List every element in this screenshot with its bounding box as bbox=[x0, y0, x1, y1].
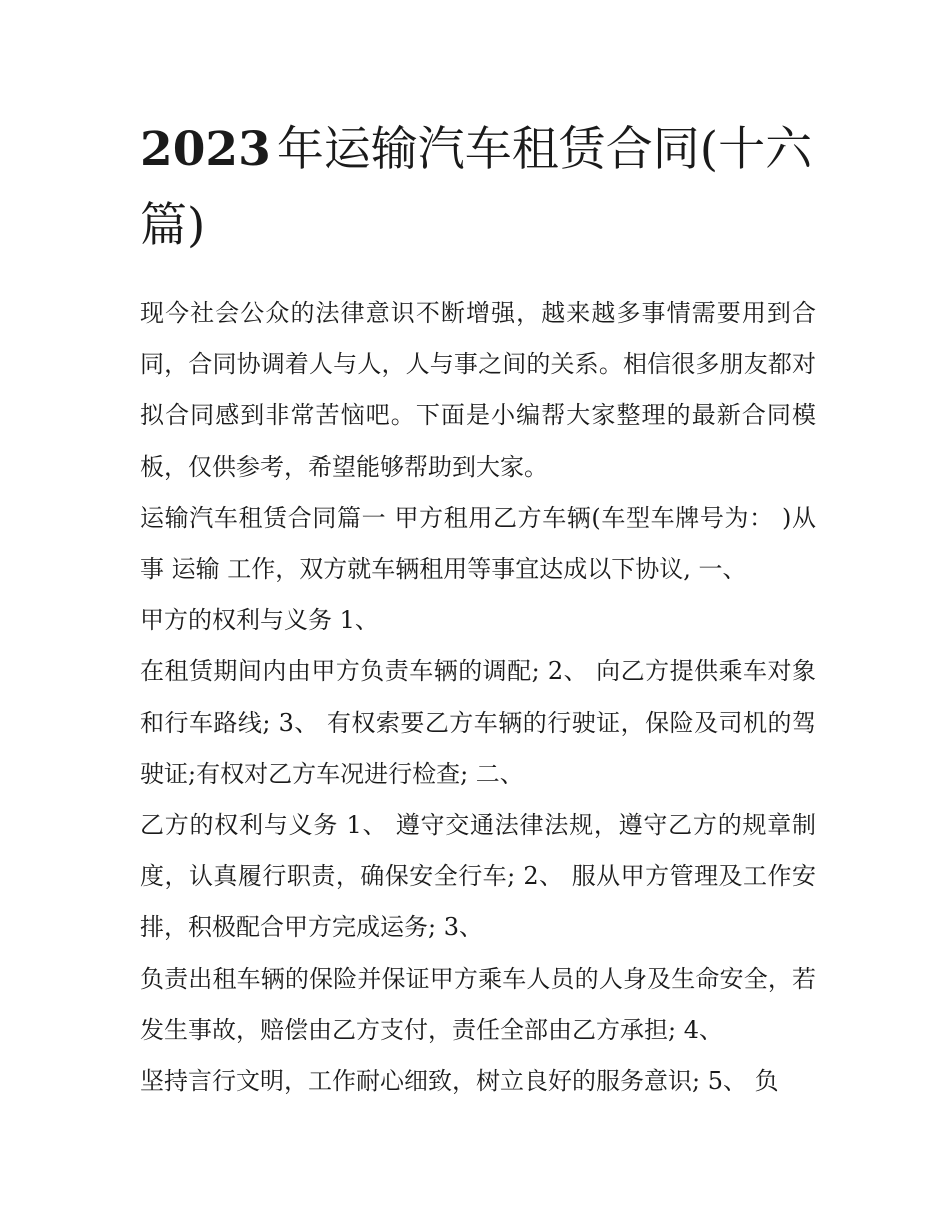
paragraph-party-b-duties: 乙方的权利与义务 1、 遵守交通法律法规，遵守乙方的规章制度，认真履行职责，确保安全行车; 2、 服从甲方管理及工作安排，积极配合甲方完成运务; 3、 bbox=[140, 811, 816, 942]
paragraph-party-a-duties: 在租赁期间内由甲方负责车辆的调配; 2、 向乙方提供乘车对象和行车路线; 3、 有权索要乙方车辆的行驶证，保险及司机的驾驶证;有权对乙方车况进行检查; 二、 bbox=[140, 657, 816, 788]
title-year: 2023 bbox=[140, 122, 271, 177]
paragraph-party-a-heading: 甲方的权利与义务 1、 bbox=[140, 606, 379, 635]
paragraph-contract-opening: 运输汽车租赁合同篇一 甲方租用乙方车辆(车型车牌号为： )从事 运输 工作，双方就车辆租用等事宜达成以下协议, 一、 bbox=[140, 503, 816, 584]
document-page bbox=[140, 0, 816, 1229]
document-body bbox=[140, 288, 816, 1107]
title-text: 年运输汽车租赁合同(十六篇) bbox=[140, 122, 813, 253]
paragraph-insurance: 负责出租车辆的保险并保证甲方乘车人员的人身及生命安全，若发生事故，赔偿由乙方支付，责任全部由乙方承担; 4、 bbox=[140, 964, 816, 1044]
document-title bbox=[140, 0, 816, 264]
paragraph-intro: 现今社会公众的法律意识不断增强，越来越多事情需要用到合同，合同协调着人与人，人与事之间的关系。相信很多朋友都对拟合同感到非常苦恼吧。下面是小编帮大家整理的最新合同模板，仅供参考，希望能够帮助到大家。 bbox=[140, 299, 816, 481]
paragraph-conduct: 坚持言行文明，工作耐心细致，树立良好的服务意识; 5、 负 bbox=[140, 1067, 779, 1096]
